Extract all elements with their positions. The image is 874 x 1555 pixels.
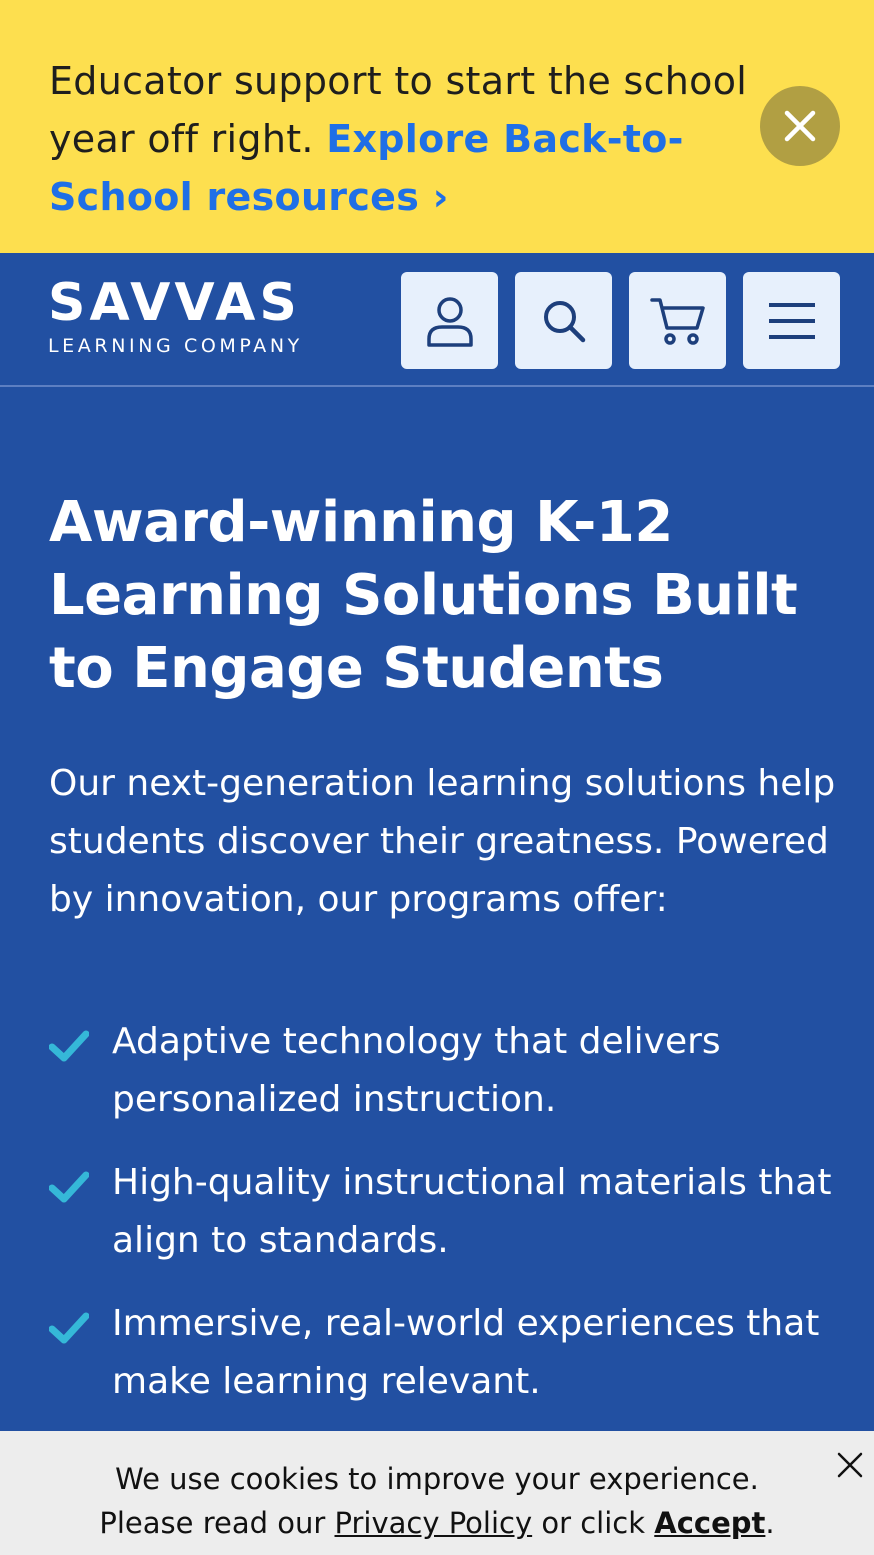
cookie-text-suffix: . xyxy=(765,1506,775,1540)
search-icon xyxy=(541,298,587,344)
benefit-text: Adaptive technology that delivers personalized instruction. xyxy=(112,1021,721,1120)
savvas-logo[interactable] xyxy=(48,273,328,357)
announcement-banner xyxy=(0,0,874,253)
menu-button[interactable] xyxy=(743,272,840,369)
banner-text: Educator support to start the school year off right. xyxy=(49,59,748,161)
accept-cookies-link[interactable]: Accept xyxy=(654,1506,766,1540)
cookie-text-prefix: Please read our xyxy=(99,1506,335,1540)
hero-title: Award-winning K-12 Learning Solutions Built to Engage Students xyxy=(49,490,798,701)
banner-message xyxy=(49,52,809,226)
benefit-list xyxy=(49,1013,839,1436)
cookie-message: We use cookies to improve your experience. xyxy=(115,1462,759,1496)
list-item xyxy=(49,1154,839,1270)
hero-description: Our next-generation learning solutions help students discover their greatness. Powered by innovation, our programs offer: xyxy=(49,763,836,920)
list-item xyxy=(49,1295,839,1411)
back-to-school-link[interactable]: Explore Back-to-School resources › xyxy=(49,117,684,219)
menu-icon xyxy=(767,301,817,341)
close-icon xyxy=(783,109,817,143)
cart-icon xyxy=(649,295,707,347)
logo-wordmark: SAVVAS xyxy=(48,273,301,333)
benefit-text: High-quality instructional materials that align to standards. xyxy=(112,1162,832,1261)
benefit-text: Immersive, real-world experiences that make learning relevant. xyxy=(112,1303,820,1402)
cookie-text-middle: or click xyxy=(532,1506,655,1540)
list-item xyxy=(49,1013,839,1129)
search-button[interactable] xyxy=(515,272,612,369)
cart-button[interactable] xyxy=(629,272,726,369)
cookie-consent-line xyxy=(0,1501,874,1545)
banner-close-button[interactable] xyxy=(760,86,840,166)
user-icon xyxy=(424,294,476,348)
account-button[interactable] xyxy=(401,272,498,369)
cookie-banner xyxy=(0,1431,874,1555)
privacy-policy-link[interactable]: Privacy Policy xyxy=(334,1506,533,1540)
check-icon xyxy=(49,1029,89,1063)
site-header xyxy=(0,253,874,387)
check-icon xyxy=(49,1170,89,1204)
check-icon xyxy=(49,1311,89,1345)
logo-tagline: LEARNING COMPANY xyxy=(48,335,303,357)
close-icon[interactable] xyxy=(836,1451,864,1479)
